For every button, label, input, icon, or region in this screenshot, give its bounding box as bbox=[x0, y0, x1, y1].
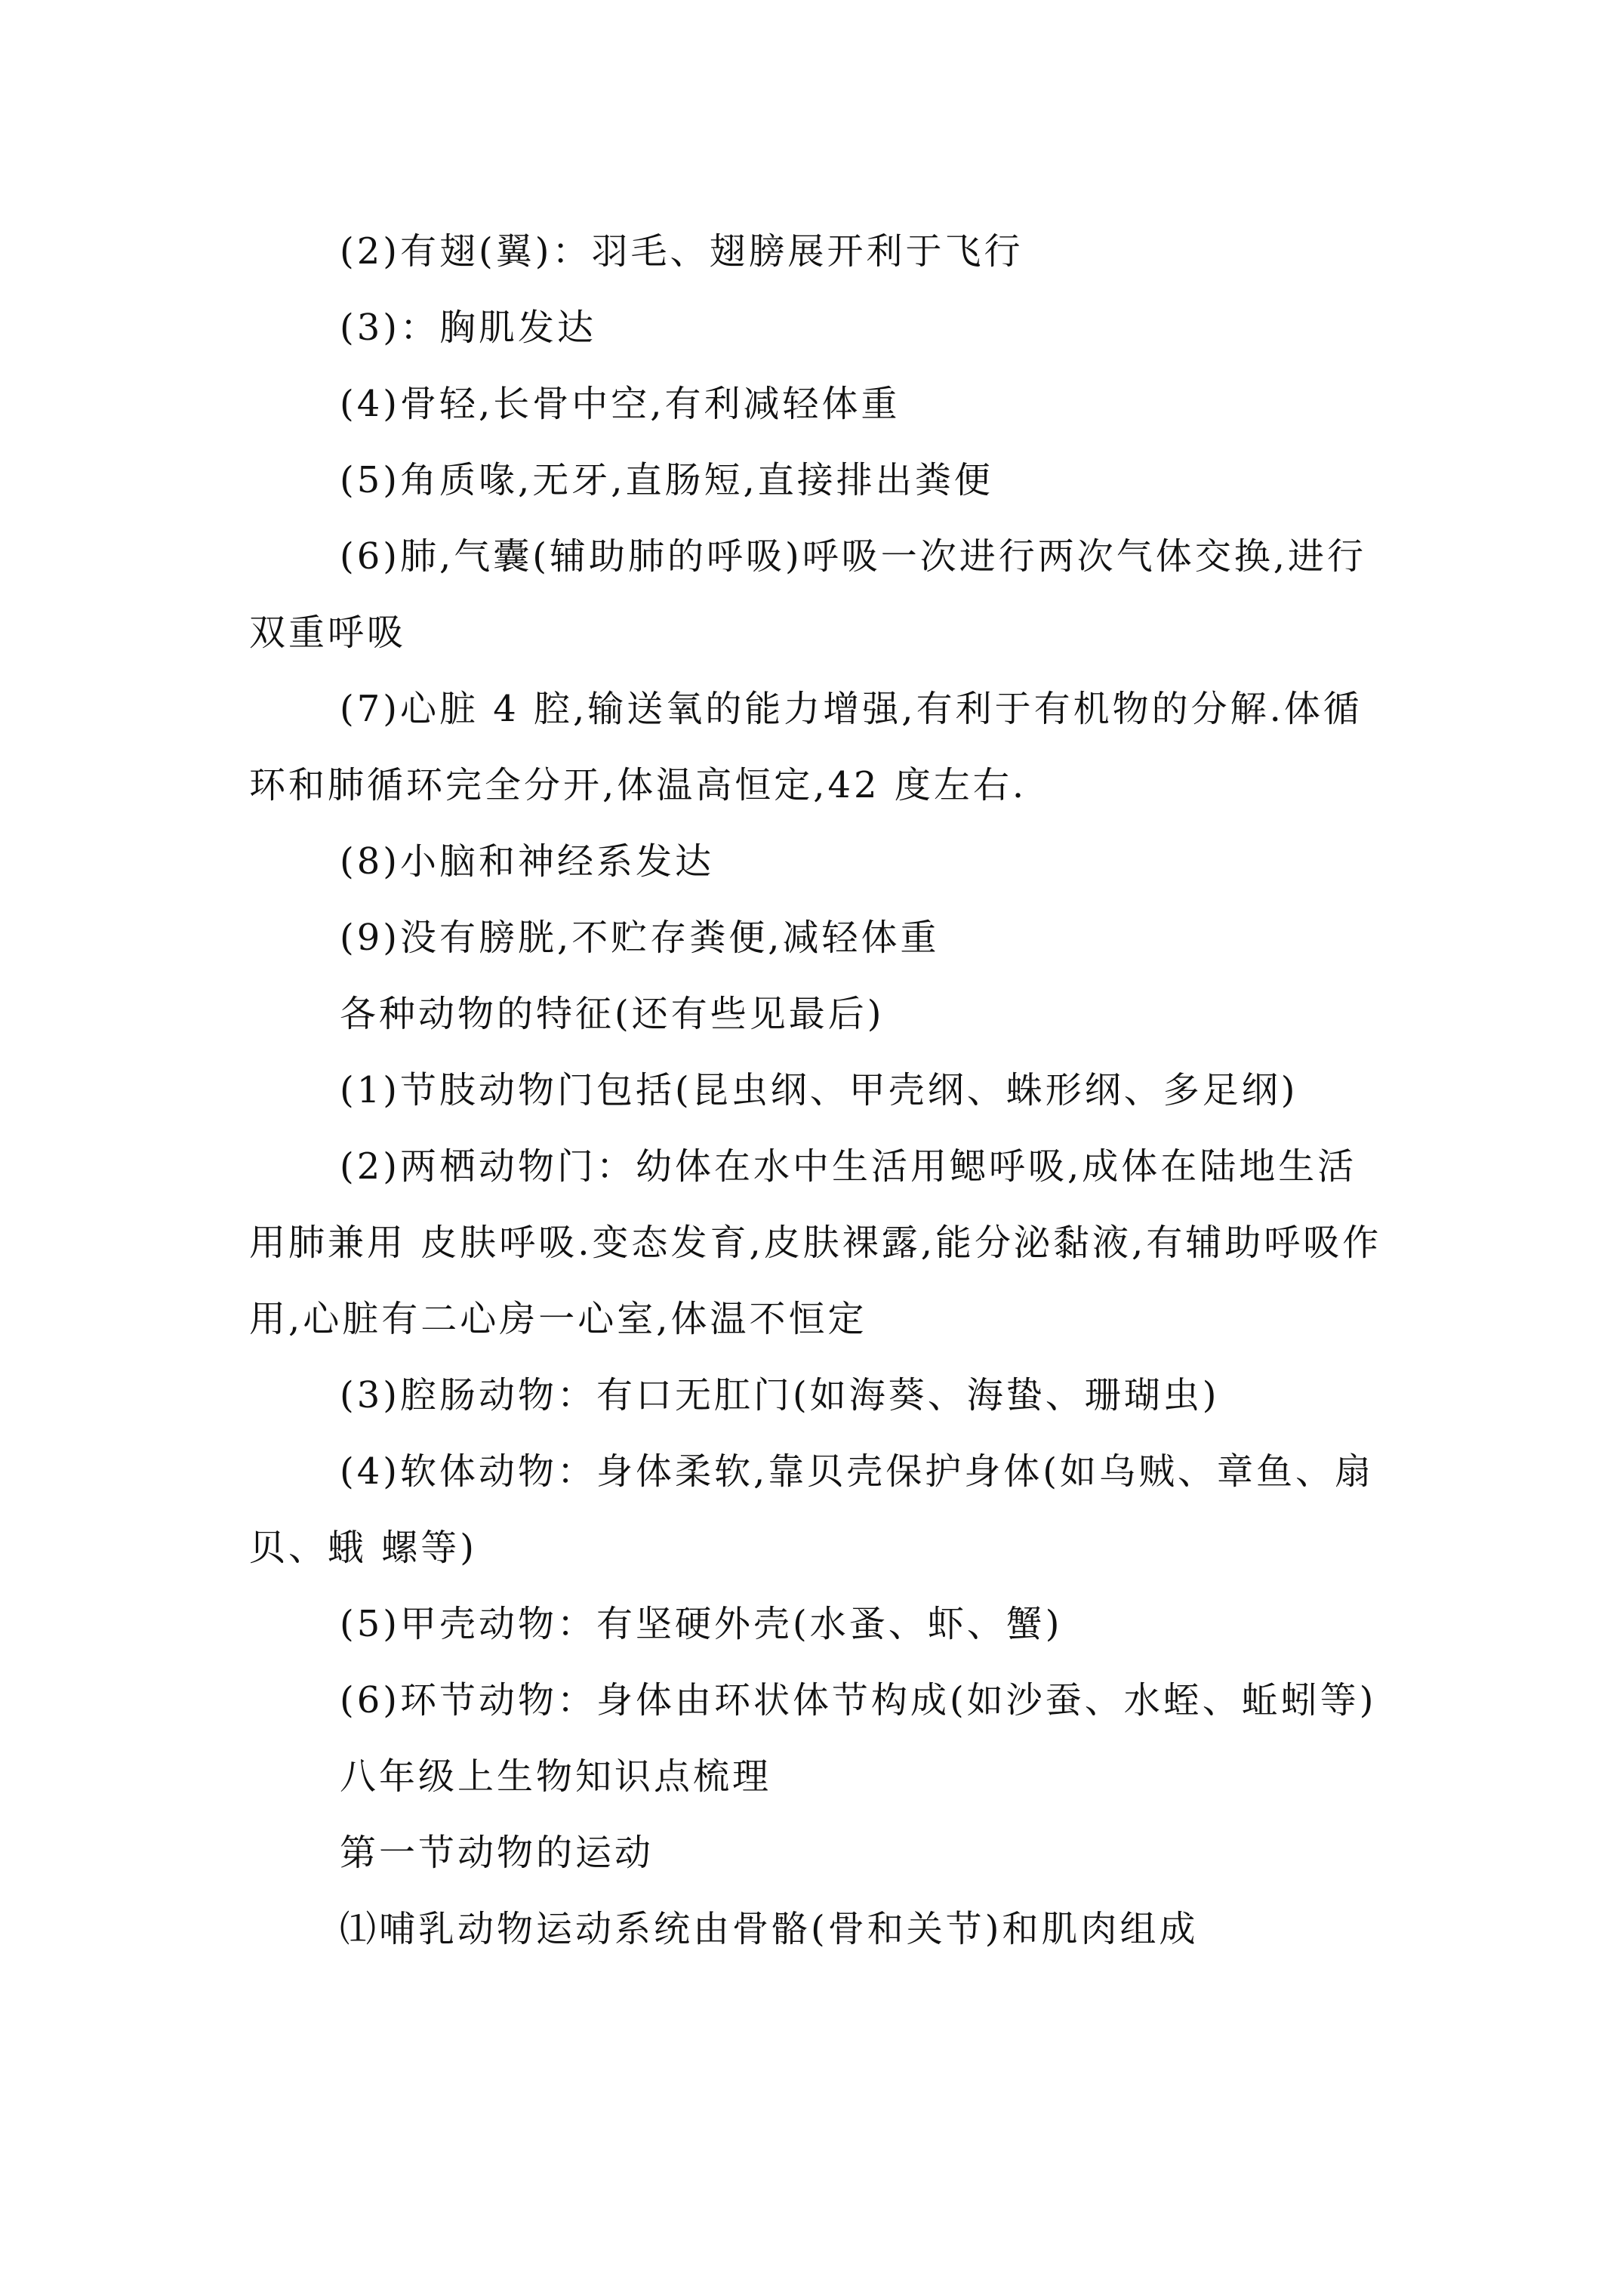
paragraph-mollusks: (4)软体动物：身体柔软,靠贝壳保护身体(如乌贼、章鱼、扇贝、蛾 螺等) bbox=[249, 1450, 1374, 1569]
paragraph-bird-heart: (7)心脏 4 腔,输送氧的能力增强,有利于有机物的分解.体循环和肺循环完全分开,体温高恒定,42 度左右. bbox=[249, 688, 1363, 806]
section-heading-grade8-biology: 八年级上生物知识点梳理 bbox=[340, 1755, 772, 1798]
paragraph-mammal-motion-system: ⑴哺乳动物运动系统由骨骼(骨和关节)和肌肉组成 bbox=[340, 1908, 1199, 1950]
paragraph-bird-lungs: (6)肺,气囊(辅助肺的呼吸)呼吸一次进行两次气体交换,进行双重呼吸 bbox=[249, 535, 1366, 654]
paragraph-coelenterates: (3)腔肠动物：有口无肛门(如海葵、海蛰、珊瑚虫) bbox=[340, 1374, 1220, 1416]
paragraph-annelids: (6)环节动物：身体由环状体节构成(如沙蚕、水蛭、蚯蚓等) bbox=[340, 1679, 1377, 1721]
paragraph-crustaceans: (5)甲壳动物：有坚硬外壳(水蚤、虾、蟹) bbox=[340, 1603, 1063, 1645]
paragraph-bird-bones: (4)骨轻,长骨中空,有利减轻体重 bbox=[340, 383, 901, 425]
paragraph-arthropods: (1)节肢动物门包括(昆虫纲、甲壳纲、蛛形纲、多足纲) bbox=[340, 1069, 1298, 1111]
paragraph-amphibians: (2)两栖动物门：幼体在水中生活用鳃呼吸,成体在陆地生活用肺兼用 皮肤呼吸.变态发育,皮肤裸露,能分泌黏液,有辅助呼吸作用,心脏有二心房一心室,体温不恒定 bbox=[249, 1145, 1382, 1340]
section-heading-animal-movement: 第一节动物的运动 bbox=[340, 1832, 654, 1874]
section-heading-animal-features: 各种动物的特征(还有些见最后) bbox=[340, 993, 885, 1035]
paragraph-bird-beak: (5)角质喙,无牙,直肠短,直接排出粪便 bbox=[340, 459, 993, 501]
paragraph-bird-bladder: (9)没有膀胱,不贮存粪便,减轻体重 bbox=[340, 917, 940, 959]
paragraph-bird-cerebellum: (8)小脑和神经系发达 bbox=[340, 840, 714, 883]
paragraph-bird-chest-muscle: (3)：胸肌发达 bbox=[340, 307, 596, 349]
document-body bbox=[249, 214, 1389, 1968]
paragraph-bird-wings: (2)有翅(翼)：羽毛、翅膀展开利于飞行 bbox=[340, 230, 1024, 273]
